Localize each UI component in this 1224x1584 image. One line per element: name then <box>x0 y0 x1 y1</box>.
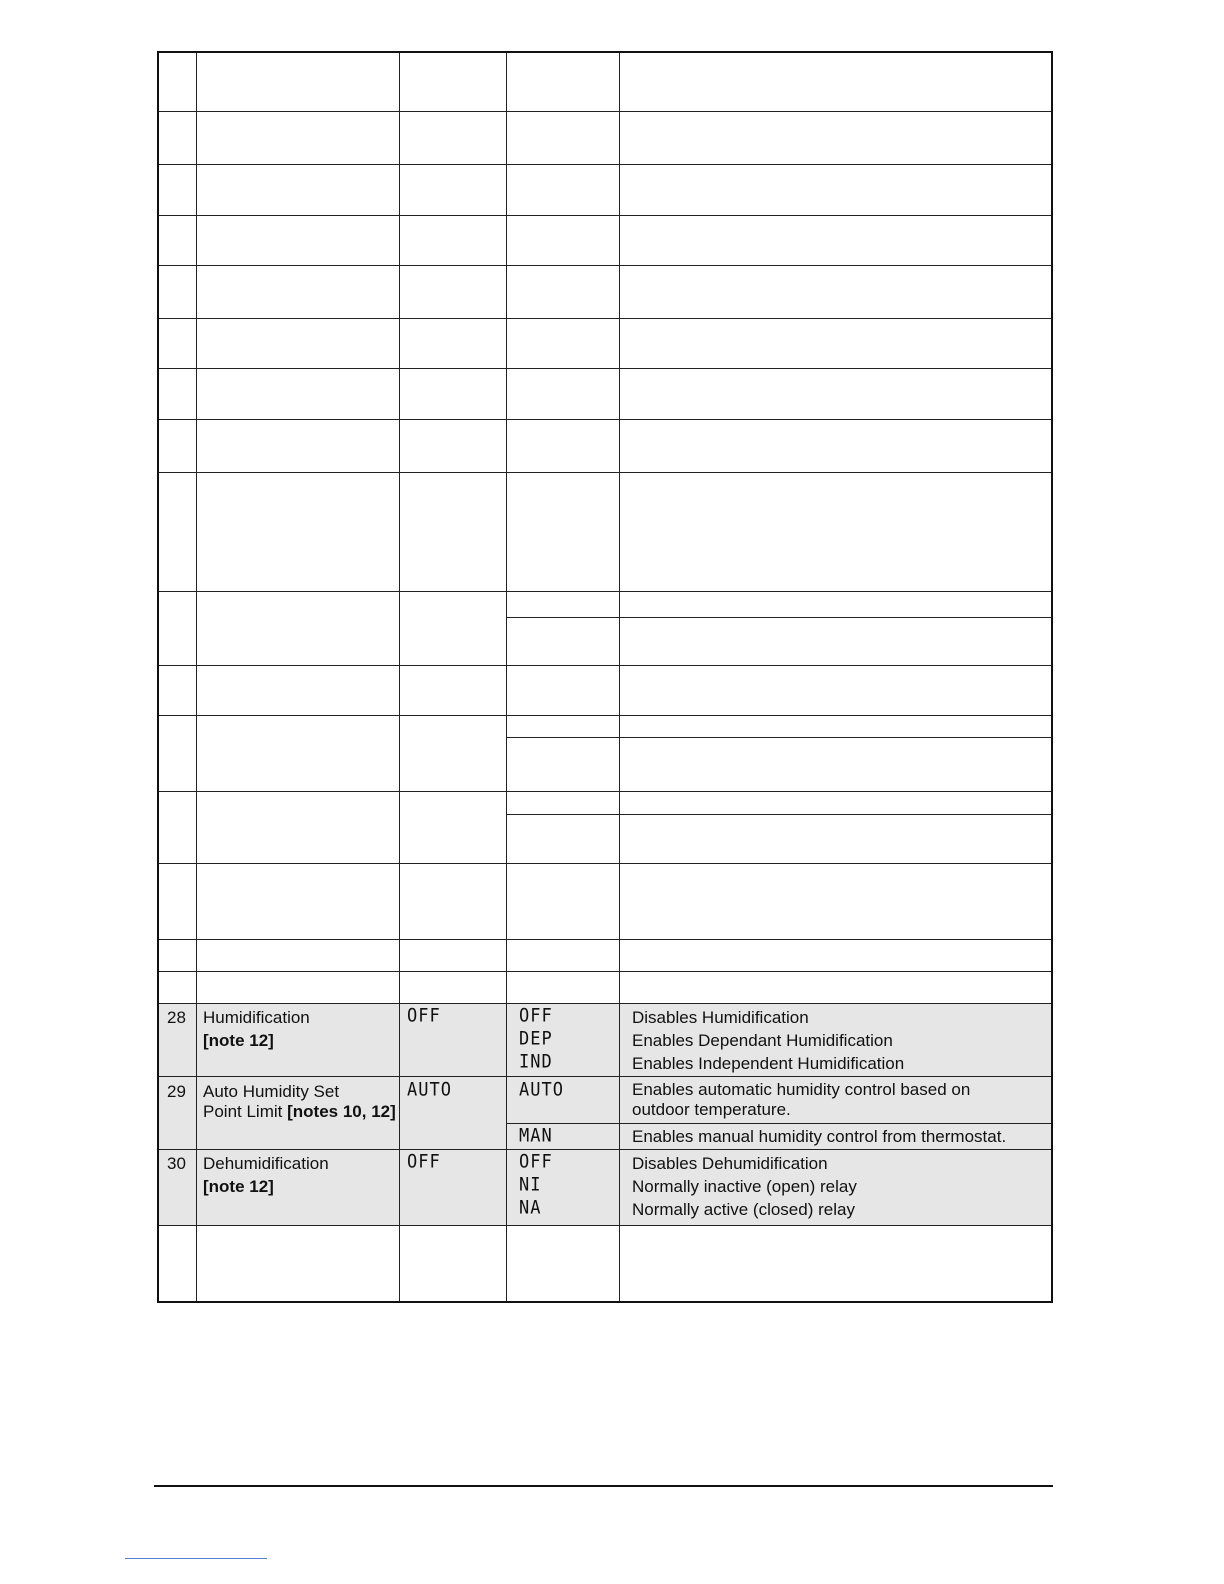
option-description: Enables manual humidity control from thermostat. <box>632 1127 1007 1146</box>
option-descriptions: Disables Dehumidification Normally inactive (open) relay Normally active (closed) relay <box>632 1154 857 1219</box>
default-value: AUTO <box>407 1079 452 1102</box>
row-divider <box>159 863 1051 864</box>
row-divider <box>159 368 1051 369</box>
row-divider <box>159 591 1051 592</box>
parameter-name: Auto Humidity Set <box>203 1082 340 1101</box>
row-number: 28 <box>167 1008 186 1027</box>
parameter-note: [notes 10, 12] <box>287 1102 396 1121</box>
configuration-table <box>157 51 1053 1303</box>
row-divider <box>159 164 1051 165</box>
row-divider <box>159 318 1051 319</box>
row-divider <box>159 1076 1051 1077</box>
option-code: MAN <box>519 1125 553 1148</box>
footer-link-underline[interactable] <box>125 1558 267 1559</box>
column-divider <box>506 53 507 1301</box>
row-divider <box>159 665 1051 666</box>
option-code: AUTO <box>519 1079 564 1102</box>
column-divider <box>196 53 197 1301</box>
parameter-note: [note 12] <box>203 1177 274 1196</box>
default-value: OFF <box>407 1005 441 1028</box>
row-divider <box>159 111 1051 112</box>
row-divider <box>159 1225 1051 1226</box>
default-value: OFF <box>407 1151 441 1174</box>
row-divider <box>159 265 1051 266</box>
parameter-name-line-2: Point Limit [notes 10, 12] <box>203 1102 396 1121</box>
sub-row-divider <box>507 1123 1051 1124</box>
footer-rule <box>154 1485 1053 1487</box>
row-divider <box>159 1003 1051 1004</box>
sub-row-divider <box>507 737 1051 738</box>
option-descriptions: Disables Humidification Enables Dependant Humidification Enables Independent Humidification <box>632 1008 905 1073</box>
row-divider <box>159 472 1051 473</box>
sub-row-divider <box>507 814 1051 815</box>
row-divider <box>159 939 1051 940</box>
row-number: 30 <box>167 1154 186 1173</box>
parameter-note: [note 12] <box>203 1031 274 1050</box>
option-codes: OFF DEP IND <box>519 1005 553 1074</box>
parameter-name: Humidification <box>203 1008 310 1027</box>
row-divider <box>159 791 1051 792</box>
column-divider <box>399 53 400 1301</box>
row-divider <box>159 419 1051 420</box>
row-divider <box>159 1149 1051 1150</box>
row-divider <box>159 971 1051 972</box>
row-divider <box>159 215 1051 216</box>
row-number: 29 <box>167 1082 186 1101</box>
row-divider <box>159 715 1051 716</box>
column-divider <box>619 53 620 1301</box>
option-codes: OFF NI NA <box>519 1151 553 1220</box>
option-description: Enables automatic humidity control based on outdoor temperature. <box>632 1080 971 1119</box>
parameter-name: Dehumidification <box>203 1154 329 1173</box>
sub-row-divider <box>507 617 1051 618</box>
